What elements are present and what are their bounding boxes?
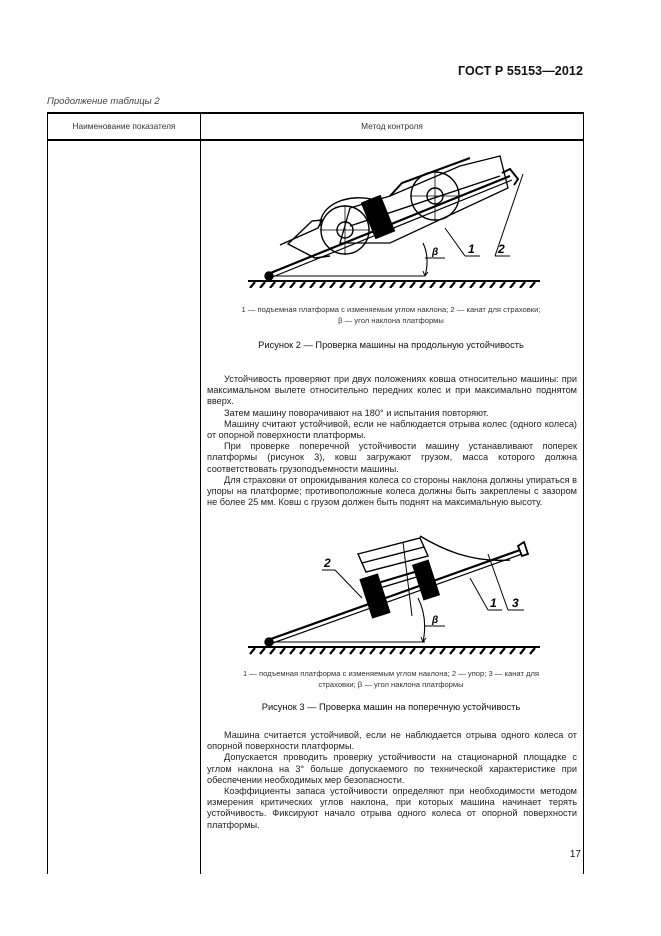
paragraph: Машина считается устойчивой, если не наблюдается отрыва одного колеса от опорной поверхности платформы. [207, 730, 577, 752]
figure-3-title: Рисунок 3 — Проверка машин на поперечную устойчивость [261, 702, 521, 712]
column-header-indicator: Наименование показателя [72, 121, 176, 131]
document-code: ГОСТ Р 55153—2012 [457, 64, 583, 78]
figure-3-callout-beta: β [432, 615, 439, 626]
figure-3-drawing [240, 528, 550, 658]
paragraph: Затем машину поворачивают на 180° и испытания повторяют. [224, 407, 489, 418]
figure-2-callout-2: 2 [498, 242, 505, 256]
figure-2-callout-1: 1 [468, 242, 475, 256]
figure-3-callout-2: 2 [324, 556, 331, 570]
paragraph: При проверке поперечной устойчивости машину устанавливают поперек платформы (рисунок 3), ковш загружают грузом, масса которого должна соответствовать грузоподъемности машины. [207, 441, 577, 474]
page-number: 17 [569, 849, 581, 860]
figure-3-callout-1: 1 [490, 596, 497, 610]
figure-2-legend-line-1: 1 — подъемная платформа с изменяемым углом наклона; 2 — канат для страховки; [241, 305, 541, 314]
table-header [48, 114, 583, 141]
figure-2-title: Рисунок 2 — Проверка машины на продольную устойчивость [258, 340, 524, 350]
table-continuation-caption: Продолжение таблицы 2 [47, 96, 160, 107]
method-text-block-1 [207, 374, 577, 508]
paragraph: Коэффициенты запаса устойчивости определяют при необходимости методом измерения критических углов наклона, при которых машина начинает терять устойчивость. Фиксируют начало отрыва одного колеса от опорной поверхности платформы. [207, 786, 577, 830]
figure-3-legend-line-1: 1 — подъемная платформа с изменяемым углом наклона; 2 — упор; 3 — канат для [242, 669, 540, 678]
figure-3-legend-line-2: страховки; β — угол наклона платформы [318, 680, 464, 689]
paragraph: Для страховки от опрокидывания колеса со стороны наклона должны упираться в упоры на платформе; противоположные колеса должны быть закреплены с зазором не более 25 мм. Ковш с грузом должен быть поднят на максимальную высоту. [207, 474, 577, 508]
figure-2-legend-line-2: β — угол наклона платформы [338, 316, 444, 325]
figure-2-callout-beta: β [432, 247, 439, 258]
column-header-method: Метод контроля [361, 121, 423, 131]
column-divider [200, 114, 201, 874]
paragraph: Машину считают устойчивой, если не наблюдается отрыва колес (одного колеса) от опорной поверхности платформы. [207, 418, 577, 441]
figure-2-drawing [240, 148, 550, 288]
method-text-block-2 [207, 730, 577, 831]
paragraph: Допускается проводить проверку устойчивости на стационарной площадке с углом наклона на 3° больше допускаемого по технической характеристике при обеспечении необходимых мер безопасности. [207, 752, 577, 785]
paragraph: Устойчивость проверяют при двух положениях ковша относительно машины: при максимальном вылете относительно передних колес и при максимально поднятом вверх. [207, 374, 577, 407]
figure-3-callout-3: 3 [512, 596, 519, 610]
